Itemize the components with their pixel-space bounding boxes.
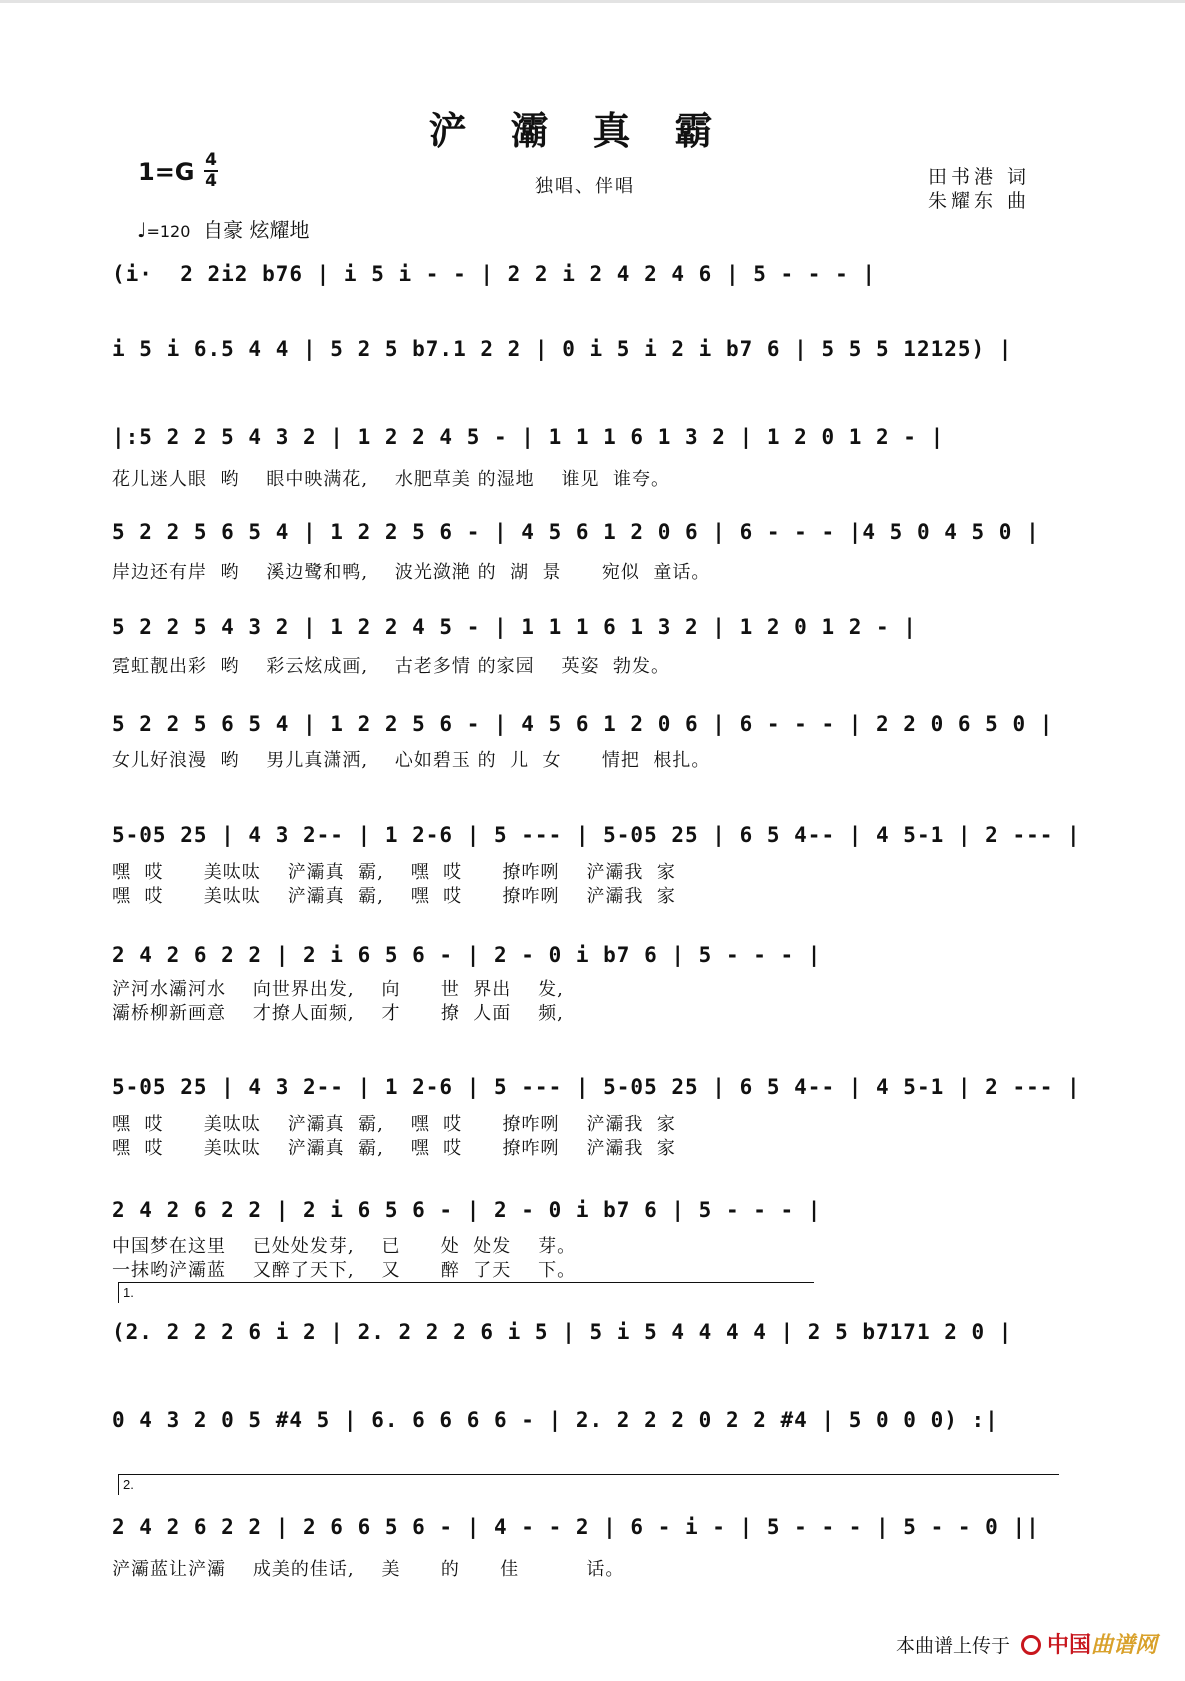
quarter-note-icon: ♩ (137, 218, 147, 242)
tempo-value: =120 (146, 222, 191, 241)
notation-row: 5 2 2 5 6 5 4 | 1 2 2 5 6 - | 4 5 6 1 2 0 6 | 6 - - - |4 5 0 4 5 0 | (112, 520, 1040, 544)
lyric-line: 霓虹靓出彩 哟 彩云炫成画, 古老多情 的家园 英姿 勃发。 (112, 656, 670, 677)
site-brand-suffix: 曲谱网 (1090, 1632, 1157, 1657)
lyric-line: 灞桥柳新画意 才撩人面频, 才 撩 人面 频, (112, 1003, 564, 1024)
time-top: 4 (205, 150, 217, 170)
notation-row: 2 4 2 6 2 2 | 2 i 6 5 6 - | 2 - 0 i b7 6 | 5 - - - | (112, 943, 822, 967)
voice-type: 独唱、伴唱 (535, 176, 635, 197)
lyric-line: 嘿 哎 美呔呔 浐灞真 霸, 嘿 哎 撩咋咧 浐灞我 家 (112, 886, 676, 907)
top-rule (0, 0, 1185, 3)
lyric-line: 岸边还有岸 哟 溪边鹭和鸭, 波光潋滟 的 湖 景 宛似 童话。 (112, 562, 711, 583)
expression-text: 自豪 炫耀地 (203, 218, 310, 242)
notation-row: 5-05 25 | 4 3 2-- | 1 2-6 | 5 --- | 5-05 25 | 6 5 4-- | 4 5-1 | 2 --- | (112, 1075, 1081, 1099)
notation-row: 2 4 2 6 2 2 | 2 i 6 5 6 - | 2 - 0 i b7 6 | 5 - - - | (112, 1198, 822, 1222)
tempo-marking (137, 214, 309, 243)
notation-row: 0 4 3 2 0 5 #4 5 | 6. 6 6 6 6 - | 2. 2 2 2 0 2 2 #4 | 5 0 0 0) :| (112, 1408, 999, 1432)
lyric-line: 花儿迷人眼 哟 眼中映满花, 水肥草美 的湿地 谁见 谁夸。 (112, 469, 670, 490)
time-signature (204, 152, 218, 190)
key-signature: 1=G (138, 158, 195, 186)
notation-row: 5-05 25 | 4 3 2-- | 1 2-6 | 5 --- | 5-05 25 | 6 5 4-- | 4 5-1 | 2 --- | (112, 823, 1081, 847)
volta-first-ending: 1. (118, 1282, 814, 1303)
lyric-line: 嘿 哎 美呔呔 浐灞真 霸, 嘿 哎 撩咋咧 浐灞我 家 (112, 1138, 676, 1159)
lyric-line: 浐灞蓝让浐灞 成美的佳话, 美 的 佳 话。 (112, 1559, 625, 1580)
lyric-line: 嘿 哎 美呔呔 浐灞真 霸, 嘿 哎 撩咋咧 浐灞我 家 (112, 1114, 676, 1135)
notation-row: i 5 i 6.5 4 4 | 5 2 5 b7.1 2 2 | 0 i 5 i 2 i b7 6 | 5 5 5 12125) | (112, 337, 1013, 361)
site-brand: 中国 (1046, 1632, 1091, 1657)
notation-row: 5 2 2 5 4 3 2 | 1 2 2 4 5 - | 1 1 1 6 1 3 2 | 1 2 0 1 2 - | (112, 615, 917, 639)
site-logo-icon (1021, 1635, 1041, 1655)
upload-text: 本曲谱上传于 (896, 1636, 1011, 1657)
volta-second-ending: 2. (118, 1474, 1059, 1495)
lyric-line: 女儿好浪漫 哟 男儿真潇洒, 心如碧玉 的 儿 女 情把 根扎。 (112, 750, 711, 771)
composer-credit: 朱耀东 曲 (928, 190, 1031, 212)
notation-row: (2. 2 2 2 6 i 2 | 2. 2 2 2 6 i 5 | 5 i 5 4 4 4 4 | 2 5 b7171 2 0 | (112, 1320, 1013, 1344)
watermark-footer (896, 1628, 1157, 1659)
time-bottom: 4 (205, 171, 217, 191)
lyric-line: 一抹哟浐灞蓝 又醉了天下, 又 醉 了天 下。 (112, 1260, 577, 1281)
notation-row: 2 4 2 6 2 2 | 2 6 6 5 6 - | 4 - - 2 | 6 - i - | 5 - - - | 5 - - 0 || (112, 1515, 1040, 1539)
lyric-line: 嘿 哎 美呔呔 浐灞真 霸, 嘿 哎 撩咋咧 浐灞我 家 (112, 862, 676, 883)
notation-row: 5 2 2 5 6 5 4 | 1 2 2 5 6 - | 4 5 6 1 2 0 6 | 6 - - - | 2 2 0 6 5 0 | (112, 712, 1054, 736)
lyric-line: 浐河水灞河水 向世界出发, 向 世 界出 发, (112, 979, 564, 1000)
song-title: 浐灞真霸 (428, 108, 757, 153)
notation-row: |:5 2 2 5 4 3 2 | 1 2 2 4 5 - | 1 1 1 6 1 3 2 | 1 2 0 1 2 - | (112, 425, 945, 449)
lyric-line: 中国梦在这里 已处处发芽, 已 处 处发 芽。 (112, 1236, 577, 1257)
lyricist-credit: 田书港 词 (928, 166, 1031, 188)
notation-row: (i· 2 2i2 b76 | i 5 i - - | 2 2 i 2 4 2 4 6 | 5 - - - | (112, 262, 877, 286)
